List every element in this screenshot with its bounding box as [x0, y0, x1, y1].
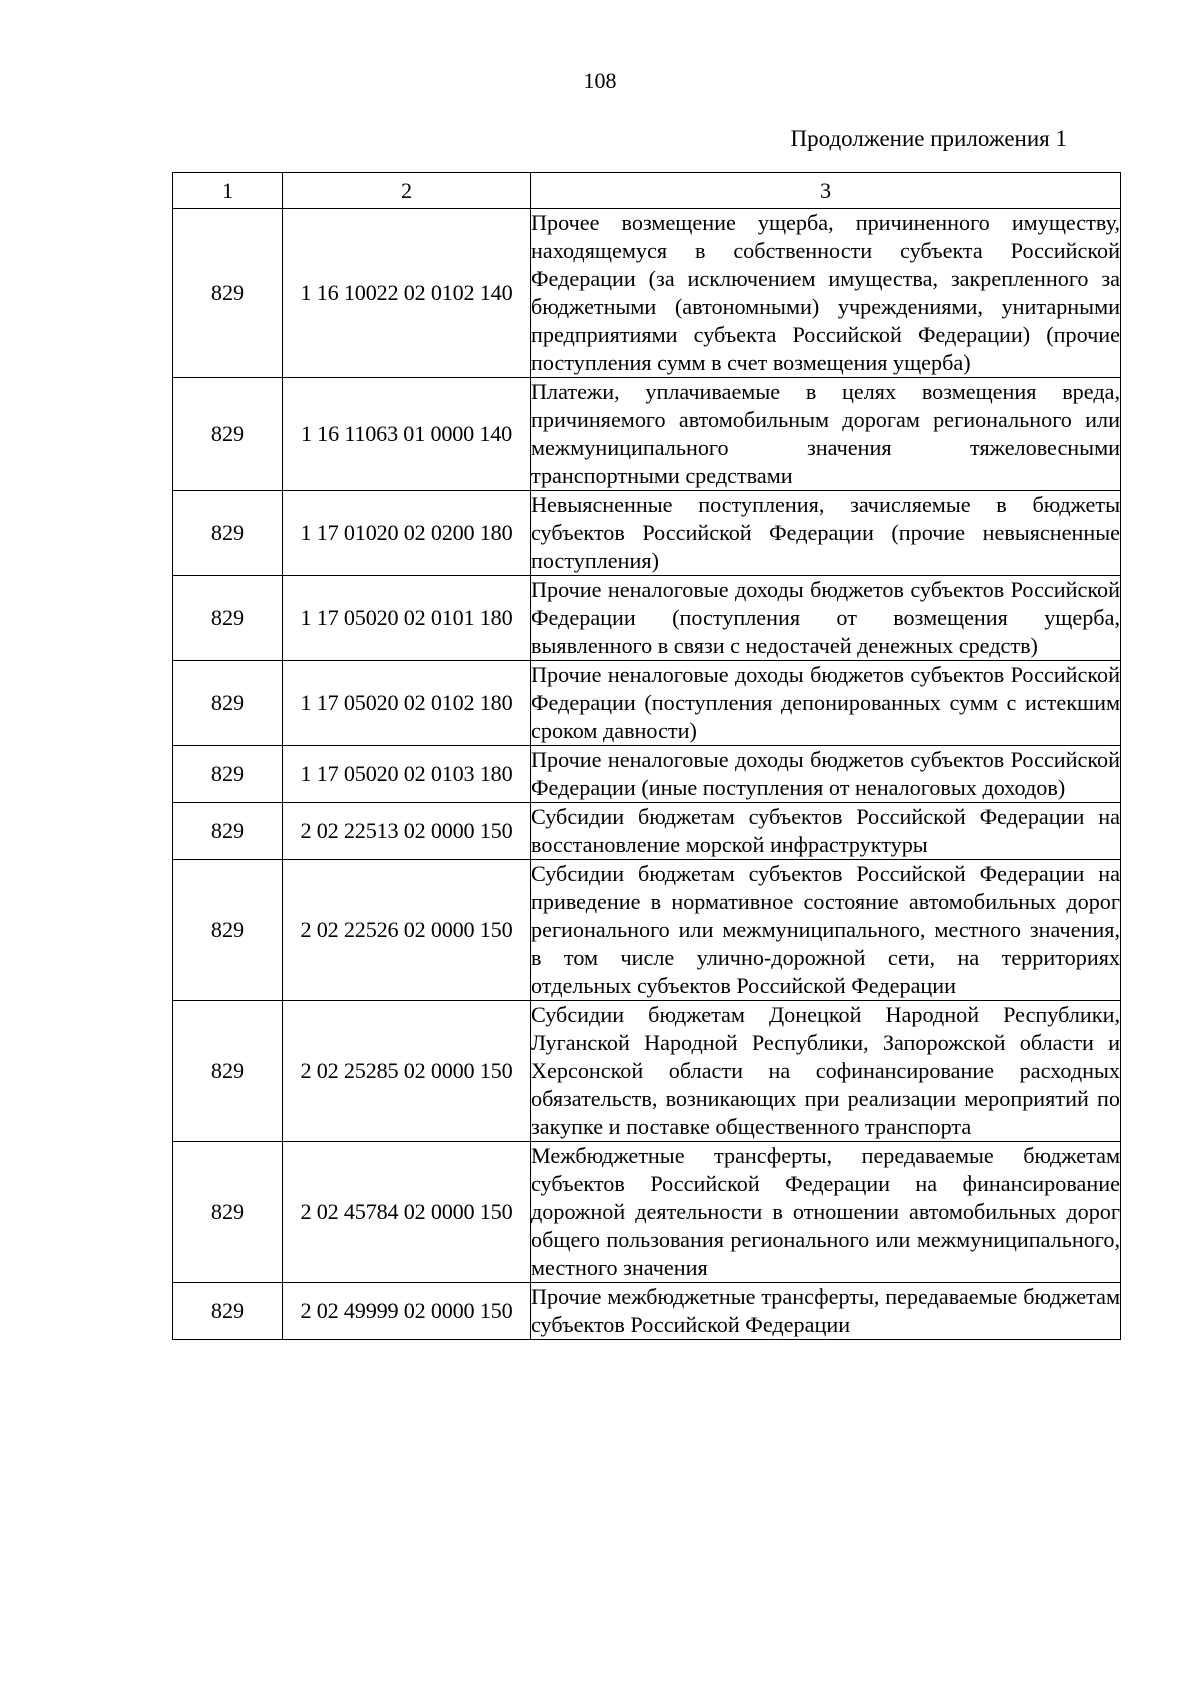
table-row: [173, 860, 1121, 1001]
description-cell: Субсидии бюджетам субъектов Российской Федерации на приведение в нормативное состояние автомобильных дорог регионального или межмуниципального, местного значения, в том числе улично-дорожной сети, на территориях отдельных субъектов Российской Федерации: [531, 860, 1121, 1001]
description-cell: Прочее возмещение ущерба, причиненного имуществу, находящемуся в собственности субъекта Российской Федерации (за исключением имущества, закрепленного за бюджетными (автономными) учреждениями, унитарными предприятиями субъекта Российской Федерации) (прочие поступления сумм в счет возмещения ущерба): [531, 209, 1121, 378]
description-cell: Субсидии бюджетам Донецкой Народной Республики, Луганской Народной Республики, Запорожской области и Херсонской области на софинансирование расходных обязательств, возникающих при реализации мероприятий по закупке и поставке общественного транспорта: [531, 1001, 1121, 1142]
admin-code-cell: 829: [173, 378, 283, 491]
table-row: [173, 1001, 1121, 1142]
description-cell: Прочие неналоговые доходы бюджетов субъектов Российской Федерации (поступления от возмещения ущерба, выявленного в связи с недостачей денежных средств): [531, 576, 1121, 661]
admin-code-cell: 829: [173, 746, 283, 803]
revenue-code-cell: 1 17 05020 02 0101 180: [283, 576, 531, 661]
revenue-code-cell: 2 02 49999 02 0000 150: [283, 1283, 531, 1340]
revenue-code-cell: 1 17 01020 02 0200 180: [283, 491, 531, 576]
admin-code-cell: 829: [173, 1001, 283, 1142]
description-cell: Прочие неналоговые доходы бюджетов субъектов Российской Федерации (иные поступления от неналоговых доходов): [531, 746, 1121, 803]
description-cell: Межбюджетные трансферты, передаваемые бюджетам субъектов Российской Федерации на финансирование дорожной деятельности в отношении автомобильных дорог общего пользования регионального или межмуниципального, местного значения: [531, 1142, 1121, 1283]
description-cell: Прочие неналоговые доходы бюджетов субъектов Российской Федерации (поступления депонированных сумм с истекшим сроком давности): [531, 661, 1121, 746]
description-cell: Субсидии бюджетам субъектов Российской Федерации на восстановление морской инфраструктуры: [531, 803, 1121, 860]
table-row: [173, 1142, 1121, 1283]
admin-code-cell: 829: [173, 1283, 283, 1340]
header-col-3: 3: [531, 173, 1121, 209]
admin-code-cell: 829: [173, 1142, 283, 1283]
table-row: [173, 661, 1121, 746]
admin-code-cell: 829: [173, 491, 283, 576]
table-row: [173, 378, 1121, 491]
table-row: [173, 746, 1121, 803]
appendix-continuation-label: Продолжение приложения 1: [790, 126, 1067, 151]
table-row: [173, 803, 1121, 860]
revenue-code-cell: 2 02 45784 02 0000 150: [283, 1142, 531, 1283]
table-row: [173, 491, 1121, 576]
admin-code-cell: 829: [173, 576, 283, 661]
revenue-code-cell: 2 02 25285 02 0000 150: [283, 1001, 531, 1142]
table-header-row: [173, 173, 1121, 209]
table-row: [173, 1283, 1121, 1340]
header-col-2: 2: [283, 173, 531, 209]
description-cell: Прочие межбюджетные трансферты, передаваемые бюджетам субъектов Российской Федерации: [531, 1283, 1121, 1340]
revenue-code-cell: 1 17 05020 02 0102 180: [283, 661, 531, 746]
revenue-code-cell: 1 17 05020 02 0103 180: [283, 746, 531, 803]
revenue-code-cell: 1 16 11063 01 0000 140: [283, 378, 531, 491]
header-col-1: 1: [173, 173, 283, 209]
page-number: 108: [583, 68, 617, 93]
admin-code-cell: 829: [173, 661, 283, 746]
description-cell: Платежи, уплачиваемые в целях возмещения вреда, причиняемого автомобильным дорогам регионального или межмуниципального значения тяжеловесными транспортными средствами: [531, 378, 1121, 491]
admin-code-cell: 829: [173, 209, 283, 378]
admin-code-cell: 829: [173, 803, 283, 860]
revenue-code-cell: 2 02 22513 02 0000 150: [283, 803, 531, 860]
table-row: [173, 209, 1121, 378]
revenue-code-cell: 2 02 22526 02 0000 150: [283, 860, 531, 1001]
revenue-code-cell: 1 16 10022 02 0102 140: [283, 209, 531, 378]
revenue-codes-table: [172, 172, 1121, 1340]
description-cell: Невыясненные поступления, зачисляемые в бюджеты субъектов Российской Федерации (прочие невыясненные поступления): [531, 491, 1121, 576]
admin-code-cell: 829: [173, 860, 283, 1001]
table-row: [173, 576, 1121, 661]
